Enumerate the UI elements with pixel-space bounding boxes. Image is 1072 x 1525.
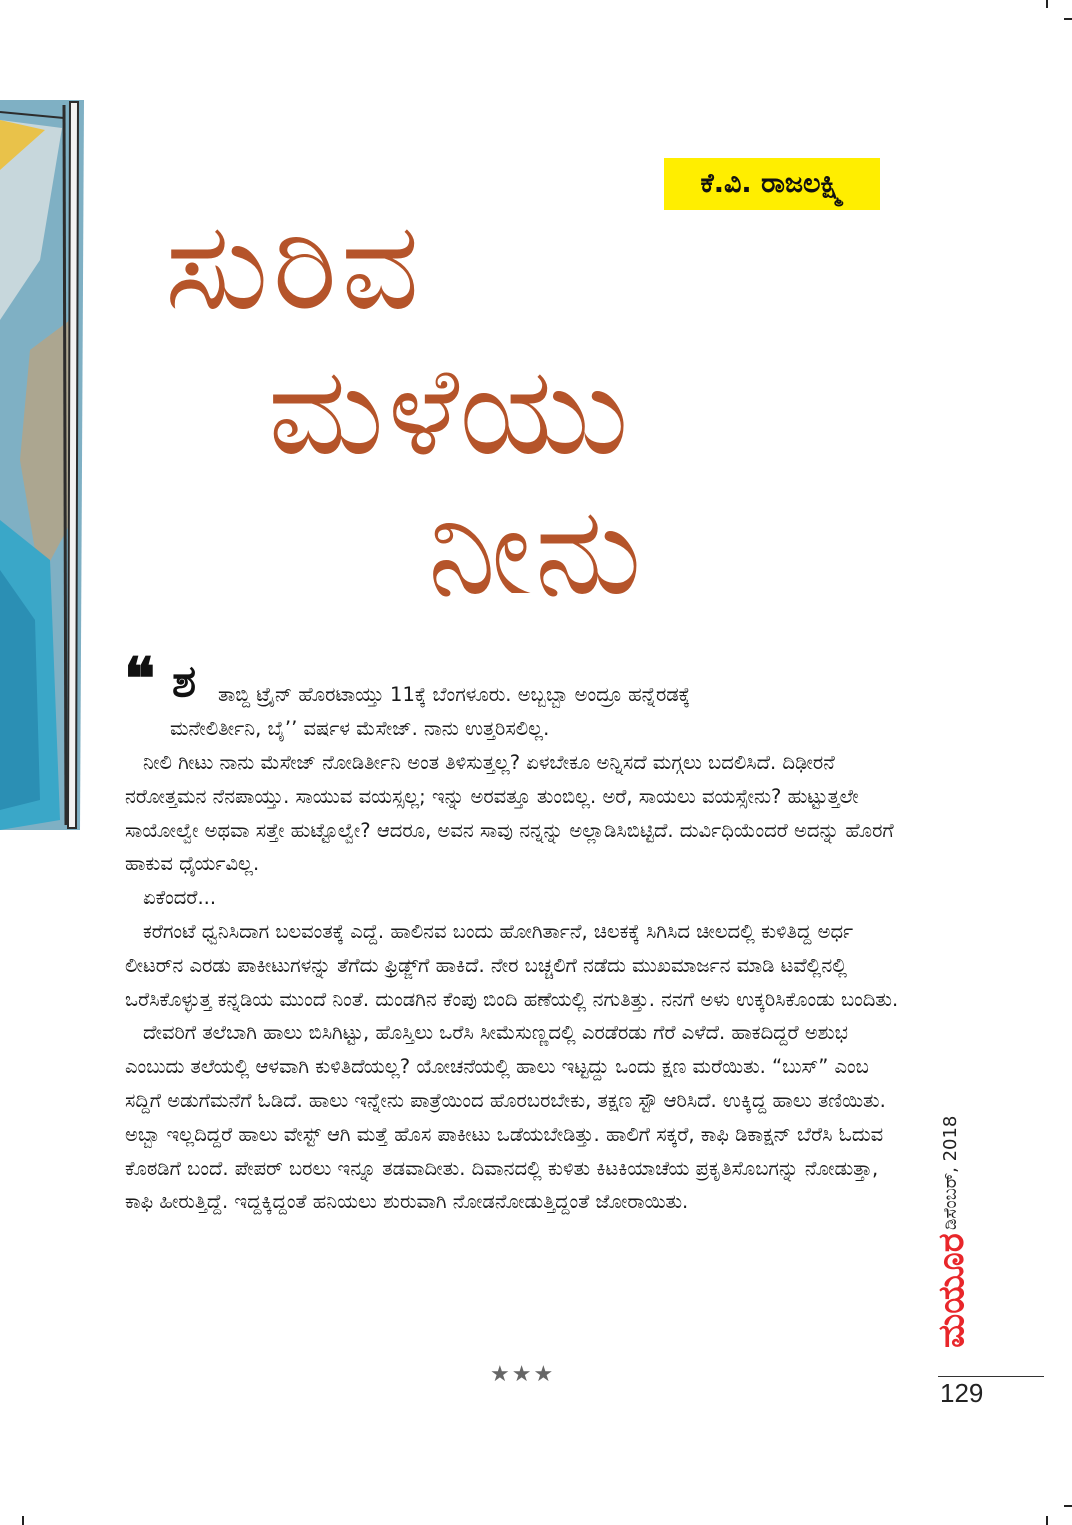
issue-date: ಡಿಸೆಂಬರ್, 2018 bbox=[940, 1115, 961, 1230]
drop-cap: ಶ bbox=[172, 656, 197, 707]
opening-quote-mark: ❝ bbox=[124, 645, 156, 713]
crop-mark-top-right bbox=[1046, 0, 1048, 8]
title-line-3: ನೀನು bbox=[428, 480, 646, 622]
painting-illustration bbox=[0, 100, 84, 830]
paragraph-3: ಕರೆಗಂಟೆ ಧ್ವನಿಸಿದಾಗ ಬಲವಂತಕ್ಕೆ ಎದ್ದೆ. ಹಾಲಿನವ ಬಂದು ಹೋಗಿರ್ತಾನೆ, ಚಿಲಕಕ್ಕೆ ಸಿಗಿಸಿದ ಚೀಲದಲ್ಲಿ ಕುಳಿತಿದ್ದ ಅರ್ಧ ಲೀಟರ್‌ನ ಎರಡು ಪಾಕೀಟುಗಳನ್ನು ತೆಗೆದು ಫ್ರಿಡ್ಜ್‌ಗೆ ಹಾಕಿದೆ. ನೇರ ಬಚ್ಚಲಿಗೆ ನಡೆದು ಮುಖಮಾರ್ಜನ ಮಾಡಿ ಟವೆಲ್ಲಿನಲ್ಲಿ ಒರೆಸಿಕೊಳ್ಳುತ್ತ ಕನ್ನಡಿಯ ಮುಂದೆ ನಿಂತೆ. ದುಂಡಗಿನ ಕೆಂಪು ಬಿಂದಿ ಹಣೆಯಲ್ಲಿ ನಗುತಿತ್ತು. ನನಗೆ ಅಳು ಉಕ್ಕರಿಸಿಕೊಂಡು ಬಂದಿತು. bbox=[125, 919, 899, 1011]
title-line-1: ಸುರಿವ bbox=[165, 195, 424, 337]
crop-mark-right-bottom bbox=[1064, 1505, 1072, 1507]
paragraph-1: ನೀಲಿ ಗೀಟು ನಾನು ಮೆಸೇಜ್ ನೋಡಿರ್ತೀನಿ ಅಂತ ತಿಳಿಸುತ್ತಲ್ಲ? ಏಳಬೇಕೂ ಅನ್ನಿಸದೆ ಮಗ್ಗಲು ಬದಲಿಸಿದೆ. ದಿಢೀರನೆ ನರೋತ್ತಮನ ನೆನಪಾಯ್ತು. ಸಾಯುವ ವಯಸ್ಸಲ್ಲ; ಇನ್ನು ಅರವತ್ತೂ ತುಂಬಿಲ್ಲ. ಅರೆ, ಸಾಯಲು ವಯಸ್ಸೇನು? ಹುಟ್ಟುತ್ತಲೇ ಸಾಯೋಲ್ವೇ ಅಥವಾ ಸತ್ತೇ ಹುಟ್ಟೊಲ್ವೇ? ಆದರೂ, ಅವನ ಸಾವು ನನ್ನನ್ನು ಅಲ್ಲಾಡಿಸಿಬಿಟ್ಟಿದೆ. ದುರ್ವಿಧಿಯೆಂದರೆ ಅದನ್ನು ಹೊರಗೆ ಹಾಕುವ ಧೈರ್ಯವಿಲ್ಲ. bbox=[125, 751, 894, 876]
crop-mark-bottom-right bbox=[1046, 1516, 1048, 1525]
opening-line-1: ತಾಬ್ದಿ ಟ್ರೈನ್ ಹೊರಟಾಯ್ತು 11ಕ್ಕೆ ಬೆಂಗಳೂರು. ಅಬ್ಬಬ್ಬಾ ಅಂದ್ರೂ ಹನ್ನೆರಡಕ್ಕೆ bbox=[218, 683, 691, 706]
paragraph-4: ದೇವರಿಗೆ ತಲೆಬಾಗಿ ಹಾಲು ಬಿಸಿಗಿಟ್ಟು, ಹೊಸ್ತಿಲು ಒರೆಸಿ ಸೀಮೆಸುಣ್ಣದಲ್ಲಿ ಎರಡೆರಡು ಗೆರೆ ಎಳೆದೆ. ಹಾಕದಿದ್ದರೆ ಅಶುಭ ಎಂಬುದು ತಲೆಯಲ್ಲಿ ಆಳವಾಗಿ ಕುಳಿತಿದೆಯಲ್ಲ? ಯೋಚನೆಯಲ್ಲಿ ಹಾಲು ಇಟ್ಟದ್ದು ಒಂದು ಕ್ಷಣ ಮರೆಯಿತು. “ಬುಸ್” ಎಂಬ ಸದ್ದಿಗೆ ಅಡುಗೆಮನೆಗೆ ಓಡಿದೆ. ಹಾಲು ಇನ್ನೇನು ಪಾತ್ರೆಯಿಂದ ಹೊರಬರಬೇಕು, ತಕ್ಷಣ ಸ್ಟೌ ಆರಿಸಿದೆ. ಉಕ್ಕಿದ್ದ ಹಾಲು ತಣಿಯಿತು. ಅಬ್ಬಾ ಇಲ್ಲದಿದ್ದರೆ ಹಾಲು ವೇಸ್ಟ್ ಆಗಿ ಮತ್ತೆ ಹೊಸ ಪಾಕೀಟು ಒಡೆಯಬೇಡಿತ್ತು. ಹಾಲಿಗೆ ಸಕ್ಕರೆ, ಕಾಫಿ ಡಿಕಾಕ್ಷನ್ ಬೆರೆಸಿ ಓದುವ ಕೊಠಡಿಗೆ ಬಂದೆ. ಪೇಪರ್ ಬರಲು ಇನ್ನೂ ತಡವಾದೀತು. ದಿವಾನದಲ್ಲಿ ಕುಳಿತು ಕಿಟಕಿಯಾಚೆಯ ಪ್ರಕೃತಿಸೊಬಗನ್ನು ನೋಡುತ್ತಾ, ಕಾಫಿ ಹೀರುತ್ತಿದ್ದೆ. ಇದ್ದಕ್ಕಿದ್ದಂತೆ ಹನಿಯಲು ಶುರುವಾಗಿ ನೋಡನೋಡುತ್ತಿದ್ದಂತೆ ಜೋರಾಯಿತು. bbox=[125, 1021, 886, 1214]
crop-mark-bottom-left bbox=[22, 1516, 24, 1525]
section-separator: ★★★ bbox=[490, 1362, 556, 1387]
title-line-2: ಮಳೆಯು bbox=[268, 340, 633, 482]
magazine-logo: ಮಯೂರ bbox=[931, 1233, 972, 1348]
article-body bbox=[125, 746, 905, 1219]
paragraph-2: ಏಕೆಂದರೆ... bbox=[143, 886, 217, 910]
page-number: 129 bbox=[940, 1378, 984, 1408]
crop-mark-right-top bbox=[1064, 18, 1072, 20]
page-number-rule bbox=[938, 1376, 1044, 1377]
opening-line-2: ಮನೇಲಿರ್ತೀನಿ, ಬೈ’’ ವರ್ಷಳ ಮೆಸೇಜ್. ನಾನು ಉತ್ತರಿಸಲಿಲ್ಲ. bbox=[170, 717, 550, 740]
author-name: ಕೆ.ವಿ. ರಾಜಲಕ್ಷ್ಮಿ bbox=[664, 158, 880, 210]
